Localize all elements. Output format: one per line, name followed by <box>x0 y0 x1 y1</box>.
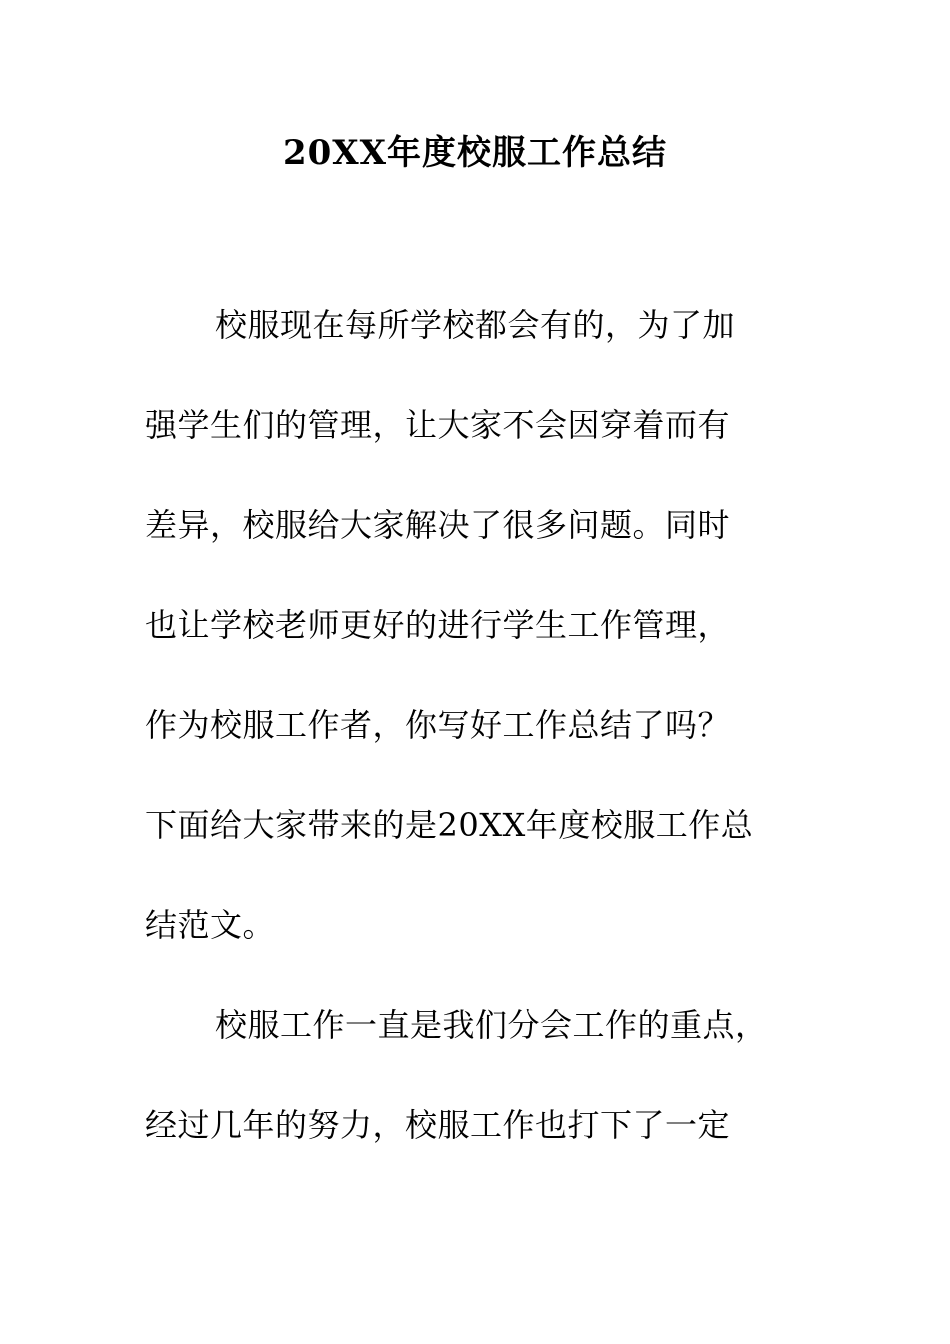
paragraph-1-line-1: 校服现在每所学校都会有的，为了加 <box>215 306 736 344</box>
paragraph-1-line-7: 结范文。 <box>145 906 276 944</box>
paragraph-1-line-2: 强学生们的管理，让大家不会因穿着而有 <box>145 406 731 444</box>
document-title: 20XX年度校服工作总结 <box>282 133 668 173</box>
paragraph-1-line-6: 下面给大家带来的是20XX年度校服工作总 <box>145 806 754 844</box>
paragraph-2-line-1: 校服工作一直是我们分会工作的重点， <box>215 1006 768 1044</box>
paragraph-1-line-3: 差异，校服给大家解决了很多问题。同时 <box>145 506 731 544</box>
paragraph-1-line-4: 也让学校老师更好的进行学生工作管理， <box>145 606 731 644</box>
paragraph-1-line-5: 作为校服工作者，你写好工作总结了吗？ <box>145 706 731 744</box>
paragraph-2-line-2: 经过几年的努力，校服工作也打下了一定 <box>145 1106 731 1144</box>
